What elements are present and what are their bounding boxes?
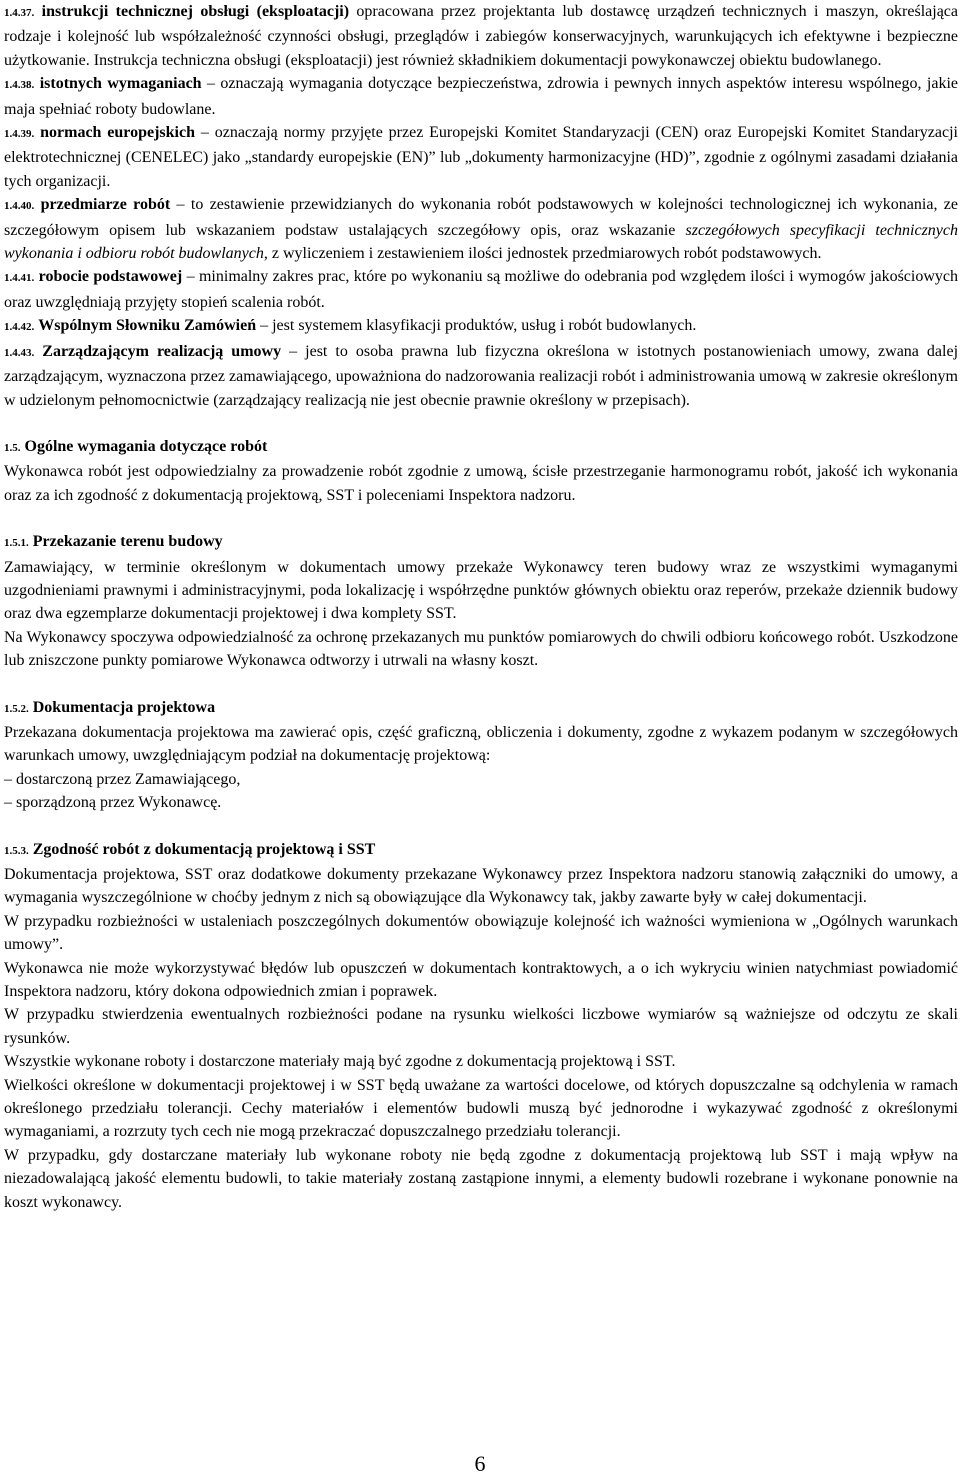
section-paragraph: Na Wykonawcy spoczywa odpowiedzialność za ochronę przekazanych mu punktów pomiarowych do chwili odbioru końcowego robót. Uszkodzone lub zniszczone punkty pomiarowe Wykonawca odtworzy i utrwali na własny koszt. <box>4 628 958 670</box>
definition-term: przedmiarze robót <box>40 196 171 214</box>
section-paragraph: Przekazana dokumentacja projektowa ma zawierać opis, część graficzną, obliczenia i dokumenty, zgodne z wykazem podanym w szczegółowych warunkach umowy, uwzględniającym podział na dokumentację projektową: <box>4 723 958 765</box>
definition-text: – jest to osoba prawna lub fizyczna określona w istotnych postanowieniach umowy, zwana dalej zarządzającym, wyznaczona przez zamawiającego, upoważniona do nadzorowania realizacji robót i administrowania umową w zakresie określonym w udzielonym pełnomocnictwie (zarządzający realizacją nie jest obecnie prawnie określony w przepisach). <box>4 342 959 409</box>
definition-term: robocie podstawowej <box>38 268 183 286</box>
spacer <box>4 412 958 435</box>
definition-term: Zarządzającym realizacją umowy <box>42 342 282 360</box>
section-title: Ogólne wymagania dotyczące robót <box>24 437 268 455</box>
section-title: Przekazanie terenu budowy <box>32 533 223 551</box>
section-paragraph: Dokumentacja projektowa, SST oraz dodatkowe dokumenty przekazane Wykonawcy przez Inspektora nadzoru stanowią załączniki do umowy, a wymagania wyszczególnione w choćby jednym z nich są obowiązujące dla Wykonawcy tak, jakby zawarte były w całej dokumentacji. <box>4 866 958 907</box>
spacer <box>4 507 958 530</box>
section-paragraph: Zamawiający, w terminie określonym w dokumentach umowy przekaże Wykonawcy teren budowy wraz ze wszystkimi wymaganymi uzgodnieniami prawnymi i administracyjnymi, poda lokalizację i współrzędne punktów głównych obiektu oraz reperów, przekaże dziennik budowy oraz dwa egzemplarze dokumentacji projektowej i dwa komplety SST. <box>4 558 958 623</box>
section-paragraph: W przypadku, gdy dostarczane materiały lub wykonane roboty nie będą zgodne z dokumentacją projektową lub SST i mają wpływ na niezadowalającą jakość elementu budowli, to takie materiały zostaną zastąpione innymi, a elementy budowli rozebrane i wykonane ponownie na koszt wykonawcy. <box>4 1146 958 1211</box>
section-paragraph: Wszystkie wykonane roboty i dostarczone materiały mają być zgodne z dokumentacją projektową i SST. <box>4 1053 676 1071</box>
section-heading-1-5: 1.5. Ogólne wymagania dotyczące robót <box>4 437 268 455</box>
spacer <box>4 815 958 838</box>
section-heading-1-5-1: 1.5.1. Przekazanie terenu budowy <box>4 533 223 551</box>
definition-text: opracowana przez projektanta lub dostawcę urządzeń technicznych i maszyn, określająca rodzaje i kolejność lub współzależność czynności obsługi, przeglądów i zabiegów konserwacyjnych, warunkujących ich efektywne i bezpieczne użytkowanie. Instrukcja techniczna obsługi (eksploatacji) jest również składnikiem dokumentacji powykonawczej obiektu budowlanego. <box>4 3 958 69</box>
section-paragraph: Wykonawca robót jest odpowiedzialny za prowadzenie robót zgodnie z umową, ścisłe przestrzeganie harmonogramu robót, jakość ich wykonania oraz za ich zgodność z dokumentacją projektową, SST i poleceniami Inspektora nadzoru. <box>4 463 958 504</box>
definition-term: instrukcji technicznej obsługi (eksploatacji) <box>41 3 350 20</box>
definition-1-4-42: 1.4.42. Wspólnym Słowniku Zamówień – jest systemem klasyfikacji produktów, usług i robót budowlanych. <box>4 317 697 335</box>
section-paragraph: W przypadku stwierdzenia ewentualnych rozbieżności podane na rysunku wielkości liczbowe wymiarów są ważniejsze od odczytu ze skali rysunków. <box>4 1006 958 1047</box>
page-number: 6 <box>474 1451 486 1476</box>
definition-1-4-40: 1.4.40. przedmiarze robót – to zestawienie przewidzianych do wykonania robót podstawowych w kolejności technologicznej ich wykonania, ze szczegółowym opisem lub wskazaniem podstaw ustalających szczegółowy opis, oraz wskazanie szczegółowych specyfikacji technicznych wykonania i odbioru robót budowlanych, z wyliczeniem i zestawieniem ilości jednostek przedmiarowych robót podstawowych. <box>4 196 959 263</box>
definition-term: normach europejskich <box>40 124 196 142</box>
section-title: Dokumentacja projektowa <box>32 698 216 716</box>
section-heading-1-5-2: 1.5.2. Dokumentacja projektowa <box>4 698 216 716</box>
definition-text: , z wyliczeniem i zestawieniem ilości jednostek przedmiarowych robót podstawowych. <box>263 245 822 263</box>
section-heading-1-5-3: 1.5.3. Zgodność robót z dokumentacją projektową i SST <box>4 840 376 858</box>
spacer <box>4 673 958 696</box>
section-paragraph: Wykonawca nie może wykorzystywać błędów lub opuszczeń w dokumentach kontraktowych, a o ich wykryciu winien natychmiast powiadomić Inspektora nadzoru, który dokona odpowiednich zmian i poprawek. <box>4 959 958 1001</box>
definition-1-4-38: 1.4.38. istotnych wymaganiach – oznaczają wymagania dotyczące bezpieczeństwa, zdrowia i pewnych innych aspektów interesu wspólnego, jakie maja spełniać roboty budowlane. <box>4 75 959 118</box>
list-item: – sporządzoną przez Wykonawcę. <box>4 794 222 812</box>
definition-1-4-37: 1.4.37. instrukcji technicznej obsługi (eksploatacji) opracowana przez projektanta lub dostawcę urządzeń technicznych i maszyn, określająca rodzaje i kolejność lub współzależność czynności obsługi, przeglądów i zabiegów konserwacyjnych, warunkujących ich efektywne i bezpieczne użytkowanie. Instrukcja techniczna obsługi (eksploatacji) jest również składnikiem dokumentacji powykonawczej obiektu budowlanego. <box>4 3 958 69</box>
definition-1-4-41: 1.4.41. robocie podstawowej – minimalny zakres prac, które po wykonaniu są możliwe do odebrania pod względem ilości i wymogów jakościowych oraz uwzględniają przyjęty stopień scalenia robót. <box>4 268 959 311</box>
definition-italic-text: szczegółowych specyfikacji technicznych wykonania i odbioru robót budowlanych <box>4 221 959 263</box>
definition-text: – to zestawienie przewidzianych do wykonania robót podstawowych w kolejności technologicznej ich wykonania, ze szczegółowym opisem lub wskazaniem podstaw ustalających szczegółowy opis, oraz wskazanie <box>4 196 959 239</box>
list-item: – dostarczoną przez Zamawiającego, <box>4 770 241 788</box>
section-title: Zgodność robót z dokumentacją projektową i SST <box>32 840 376 858</box>
definition-text: – oznaczają normy przyjęte przez Europejski Komitet Standaryzacji (CEN) oraz Europejski Komitet Standaryzacji elektrotechnicznej (CENELEC) jako „standardy europejskie (EN)” lub „dokumenty harmonizacyjne (HD)”, zgodnie z ogólnymi zasadami działania tych organizacji. <box>4 124 959 190</box>
section-paragraph: Wielkości określone w dokumentacji projektowej i w SST będą uważane za wartości docelowe, od których dopuszczalne są odchylenia w ramach określonego przedziału tolerancji. Cechy materiałów i elementów budowli muszą być jednorodne i wykazywać zgodność z określonymi wymaganiami, a rozrzuty tych cech nie mogą przekraczać dopuszczalnego przedziału tolerancji. <box>4 1076 958 1141</box>
definition-1-4-43: 1.4.43. Zarządzającym realizacją umowy – jest to osoba prawna lub fizyczna określona w istotnych postanowieniach umowy, zwana dalej zarządzającym, wyznaczona przez zamawiającego, upoważniona do nadzorowania realizacji robót i administrowania umową w zakresie określonym w udzielonym pełnomocnictwie (zarządzający realizacją nie jest obecnie prawnie określony w przepisach). <box>4 342 959 409</box>
definition-1-4-39: 1.4.39. normach europejskich – oznaczają normy przyjęte przez Europejski Komitet Standaryzacji (CEN) oraz Europejski Komitet Standaryzacji elektrotechnicznej (CENELEC) jako „standardy europejskie (EN)” lub „dokumenty harmonizacyjne (HD)”, zgodnie z ogólnymi zasadami działania tych organizacji. <box>4 124 959 190</box>
definition-term: Wspólnym Słowniku Zamówień <box>38 317 257 335</box>
definition-text: – jest systemem klasyfikacji produktów, usług i robót budowlanych. <box>256 317 697 335</box>
section-paragraph: W przypadku rozbieżności w ustaleniach poszczególnych dokumentów obowiązuje kolejność ich ważności wymieniona w „Ogólnych warunkach umowy”. <box>4 912 958 954</box>
definition-text: – oznaczają wymagania dotyczące bezpieczeństwa, zdrowia i pewnych innych aspektów interesu wspólnego, jakie maja spełniać roboty budowlane. <box>4 75 959 118</box>
definition-term: istotnych wymaganiach <box>39 75 202 93</box>
definition-text: – minimalny zakres prac, które po wykonaniu są możliwe do odebrania pod względem ilości i wymogów jakościowych oraz uwzględniają przyjęty stopień scalenia robót. <box>4 268 959 311</box>
